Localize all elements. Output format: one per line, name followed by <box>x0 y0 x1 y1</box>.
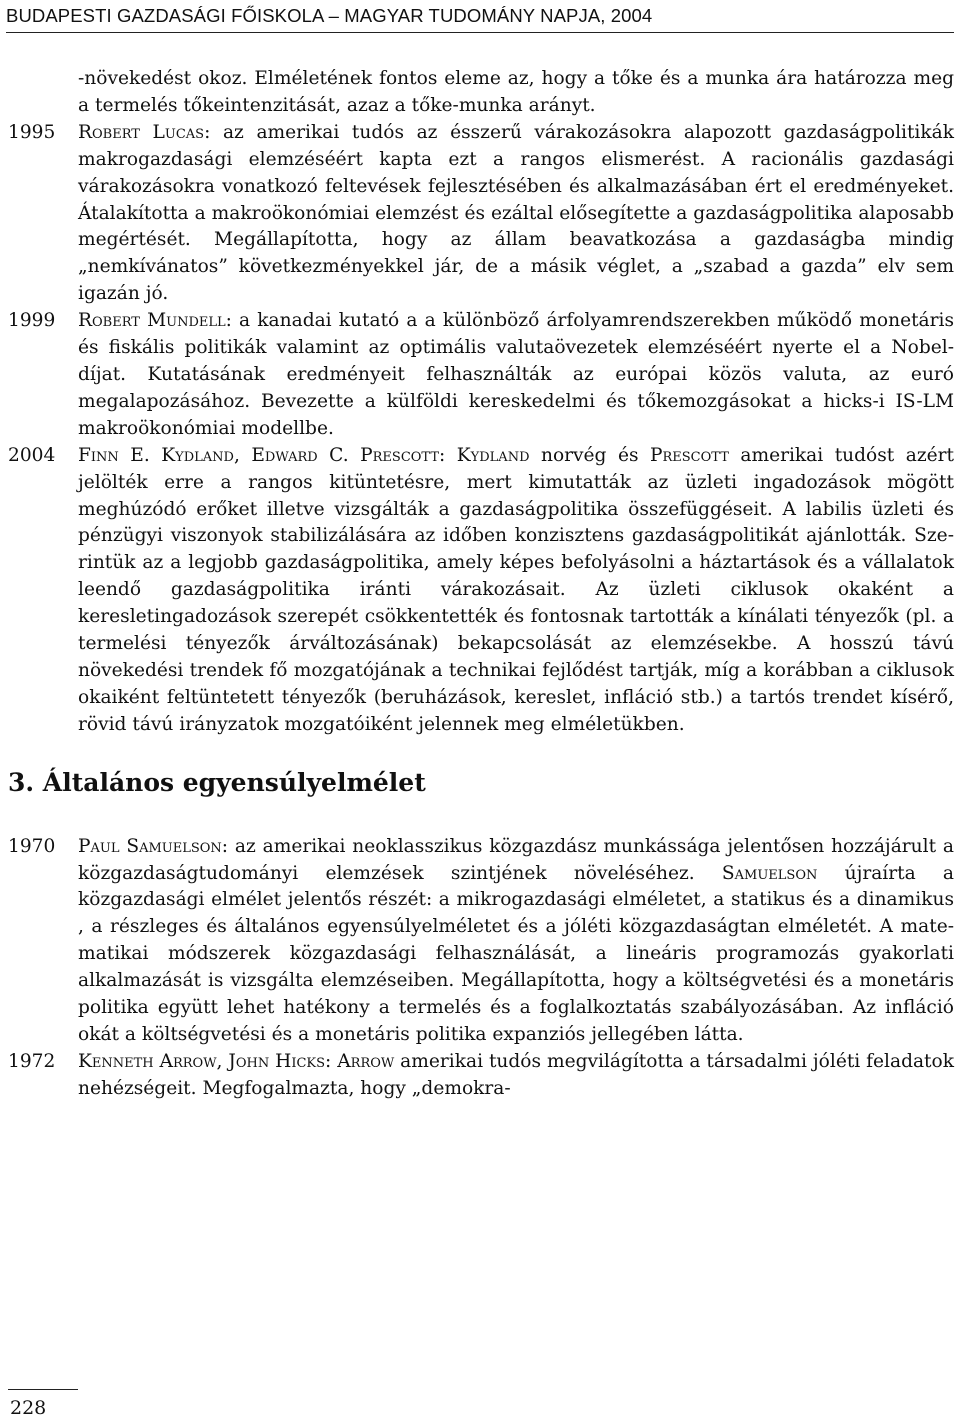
entry-year: 1972 <box>8 1050 56 1072</box>
entry-year: 2004 <box>8 444 56 466</box>
entry-text: amerikai tudós megvilágította a társadalmi jóléti feladatok nehézségeit. Megfogalmazta, hogy „demokra- <box>78 1050 954 1099</box>
entry-year: 1970 <box>8 835 56 857</box>
footer-rule <box>8 1389 78 1390</box>
entry-year: 1999 <box>8 310 56 332</box>
laureate-names: Robert Mundell <box>78 310 226 332</box>
entry-text: újraírta a közgazdasági elmélet jelentős részét: a mikrogazdasági elméletet, a statikus és a dinamikus , a részleges és általános egyensúlyelméletet és a jóléti közgazdaságtan elméletét. A matematikai módszerek közgazdasági felhasználását, a lineáris programozás gyakorlati alkalmazását is vizsgálta elemzéseiben. Megállapította, hogy a költségvetési és a monetáris politika együtt lehet hatékony a termelés és a foglalkoztatás szabályozásában. Az infláció okát a költségvetési és a monetáris politika expanziós jellegében látta. <box>78 862 954 1045</box>
laureate-name: Arrow <box>337 1050 395 1072</box>
entry-1995 <box>8 120 954 308</box>
laureate-name: Kydland <box>456 444 530 466</box>
entry-1970 <box>8 834 954 1049</box>
entry-text: : az amerikai neoklasszikus közgazdász munkássága jelentősen hozzájárult a közgazdaságtudományi elemzések szintjének növeléséhez. <box>78 835 954 884</box>
continuation-paragraph <box>8 66 954 120</box>
entry-text: : a kanadai kutató a a különböző árfolyamrendszerekben működő monetáris és fiskális politikák valamint az optimális valutaövezetek elemzéséért nyerte el a Nobel-díjat. Kutatásának eredményeit felhasználták az európai közös valuta, az euró megalapozásához. Bevezette a külföldi kereskedelmi és tőkemozgásokat a hicks-i IS-LM makroökonómiai modellbe. <box>78 310 955 439</box>
page-body <box>8 66 954 1103</box>
entry-year: 1995 <box>8 121 56 143</box>
entry-text: : az amerikai tudós az ésszerű várakozásokra alapozott gazdaságpolitikák makrogazdasági elemzéséért kapta ezt a rangos elismerést. A racionális gazdasági várakozásokra vonatkozó feltevések fejlesztésében és alkalmazásában ért el eredményeket. Átalakította a makroökonómiai elemzést és ezáltal elősegítette a gazdaságpolitika alaposabb megértését. Megállapította, hogy az állam beavatkozása a gazdaságba mindig „nemkívánatos” következményekkel jár, de a másik véglet, a „szabad a gazda” elv sem igazán jó. <box>78 121 955 305</box>
entry-text: amerikai tudóst azért jelölték erre a rangos kitüntetésre, mert kimutatták az üzleti ingadozások mögött meghúzódó erőket illetve vizsgálták a gazdaságpolitika összefüggéseit. A labilis üzleti és pénzügyi viszonyok stabilizálására az időben konzisztens gazdaságpolitikát ajánlották. Szerintük az a legjobb gazdaságpolitika, amely képes befolyásolni a háztartások és a vállalatok leendő gazdaságpolitika iránti várakozásait. Az üzleti ciklusok okaként a keresletingadozások szerepét csökkentették és fontosnak tartották a kínálati tényezők (pl. a termelési tényezők árváltozásának) bekapcsolását az elemzésekbe. A hosszú távú növekedési trendek fő mozgatójának a technikai fejlődést tartják, míg a korábban a ciklusok okaiként feltüntetett tényezők (beruházások, kereslet, infláció stb.) a tartós trendet kísérő, rövid távú irányzatok mozgatóiként jelennek meg elméletükben. <box>78 444 954 735</box>
separator: : <box>439 444 457 466</box>
laureate-names: Paul Samuelson <box>78 835 222 857</box>
running-header: BUDAPESTI GAZDASÁGI FŐISKOLA – MAGYAR TUDOMÁNY NAPJA, 2004 <box>6 5 954 33</box>
entry-1999 <box>8 308 954 443</box>
laureate-names: Kenneth Arrow, John Hicks <box>78 1050 326 1072</box>
laureate-name: Samuelson <box>721 862 818 884</box>
section-heading: 3. Általános egyensúlyelmélet <box>8 767 426 797</box>
entry-1972 <box>8 1049 954 1103</box>
entry-2004 <box>8 443 954 739</box>
entry-text: norvég és <box>529 444 650 466</box>
laureate-names: Finn E. Kydland, Edward C. Prescott <box>78 444 440 466</box>
page-number: 228 <box>10 1397 47 1419</box>
laureate-name: Prescott <box>649 444 729 466</box>
continuation-text: -növekedést okoz. Elméletének fontos eleme az, hogy a tőke és a munka ára határozza meg a termelés tőkeintenzitását, azaz a tőke-munka arányt. <box>78 68 954 116</box>
separator: : <box>325 1050 338 1072</box>
laureate-names: Robert Lucas <box>78 121 205 143</box>
